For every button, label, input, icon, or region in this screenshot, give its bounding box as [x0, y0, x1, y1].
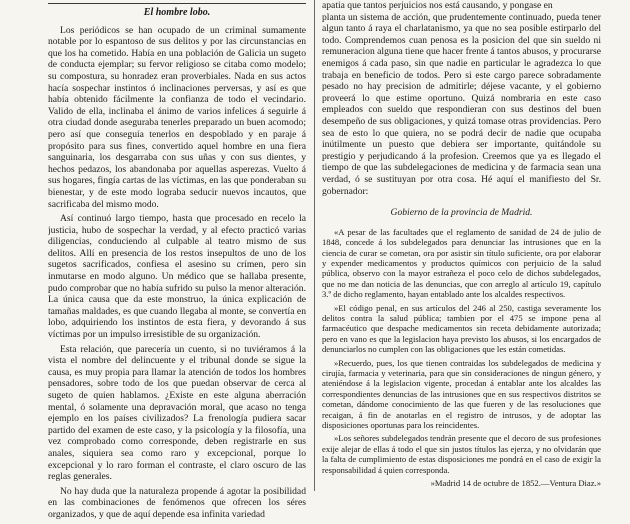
decree-paragraph: »Los señores subdelegados tendrán presente que el decoro de sus profesiones exije alejar de ellas á todo el que sin justos títulos las ejerza, y no olvidarán que la falta de cumplimiento de estas disposiciones me pondrá en el caso de exigir la responsabilidad á quien corresponda. — [322, 433, 601, 475]
left-column — [48, 0, 306, 524]
article-title: El hombre lobo. — [143, 7, 211, 18]
article-paragraph: Los periódicos se han ocupado de un criminal sumamente notable por lo espantoso de sus delitos y por las circunstancias en que los ha cometido. Había en una población de Galicia un sugeto de conducta ejemplar; su fervor religioso se citaba como modelo; su compostura, su honradez eran proverbiales. Nada en sus actos hacía sospechar instintos ó inclinaciones perversas, y así es que había obtenido fácilmente la confianza de todo el vecindario. Valido de ella, inclinaba el ánimo de varios infelices á seguirle á otra ciudad donde aseguraba tenerles preparado un buen acomodo; pero así que conseguía tenerlos en despoblado y en paraje á propósito para sus fines, convertido aquel hombre en una fiera sanguinaria, los desgarraba con sus uñas y con sus dientes, y hechos pedazos, los abandonaba por aquellas asperezas. Vuelto á sus hogares, fingía cartas de las víctimas, en las que ponderaban su bienestar, y de este modo lograba seducir nuevos incautos, que sacrificaba del mismo modo. — [48, 24, 306, 210]
article-paragraph: Así continuó largo tiempo, hasta que procesado en recelo la justicia, hubo de sospechar la verdad, y al efecto practicó varias diligencias, conduciendo al culpable al teatro mismo de sus delitos. Allí en presencia de los restos insepultos de uno de los sugetos sacrificados, confiesa el asesino su crímen, pero sin inmutarse en modo alguno. Un médico que se hallaba presente, pudo comprobar que no había sufrido su pulso la menor alteración. La única causa que da este monstruo, la única explicación de tamañas maldades, es que cuando llegaba al monte, se convertía en lobo, adquiriendo los instintos de esta fiera, y devorando á sus víctimas por un impulso irresistible de su organización. — [48, 213, 306, 341]
article-paragraph: No hay duda que la naturaleza propende á agotar la posibilidad en las combinaciones de fenómenos que ofrecen los séres organizados, y que de aquí depende esa infinita variedad — [48, 485, 306, 520]
decree-body — [322, 227, 601, 489]
article-paragraph: planta un sistema de acción, que prudentemente continuado, pueda tener algun tanto á raya el charlatanismo, ya que no sea posible estirparlo del todo. Comprendemos cuan penosa es la posicion del que sin sueldo ni remuneracion alguna tiene que hacer frente á tantos abusos, y procurarse enemigos á cada paso, sin que nadie en particular le agradezca lo que trabaja en beneficio de todos. Pero si este cargo parece sobradamente pesado no hay precision de admitirle; déjese vacante, y el gobierno proveerá lo que estime oportuno. Quizá nombraria en este caso empleados con sueldo que respondieran con sus destinos del buen desempeño de sus obligaciones, y quizá tomase otras providencias. Pero sea de esto lo que quiera, no se podrá decir de nadie que ocupaba inútilmente un puesto que debiera ser importante, quitándole su prestigio y perjudicando á la profesion. Creemos que ya es llegado el tiempo de que las subdelegaciones de medicina y de farmacia sean una verdad, ó se sustituyan por otra cosa. Hé aquí el manifiesto del Sr. gobernador: — [322, 11, 601, 197]
right-column — [322, 0, 601, 491]
decree-paragraph: «A pesar de las facultades que el reglamento de sanidad de 24 de julio de 1848, concede á los subdelegados para denunciar las intrusiones que en la ciencia de curar se cometan, ora por asistir sin título suficiente, ora por elaborar y expender medicamentos y productos químicos con perjuicio de la salud pública, observo con la mayor estrañeza el poco celo de dichos subdelegados, que no me dan noticia de las denuncias, que con arreglo al artículo 19, capítulo 3.º de dicho reglamento, hayan entablado ante los alcaldes respectivos. — [322, 226, 601, 300]
article-paragraph: Esta relación, que parecería un cuento, si no tuviéramos á la vista el nombre del delincuente y el tribunal donde se sigue la causa, es muy propia para llamar la atención de todos los hombres pensadores, sobre todo de los que puedan observar de cerca al sugeto de quien hablamos. ¿Existe en este alguna aberración mental, ó solamente una depravación moral, que acaso no tenga ejemplo en los países civilizados? La frenología pudiera sacar partido del examen de este caso, y la psicología y la filosofía, una vez comprobado como corresponde, deben registrarle en sus anales, siquiera sea como raro y excepcional, porque lo excepcional y lo raro forman el contraste, el claro oscuro de las reglas generales. — [48, 343, 306, 483]
decree-heading: Gobierno de la provincia de Madrid. — [390, 207, 533, 219]
decree-paragraph: »El código penal, en sus artículos del 246 al 250, castiga severamente los delitos contra la salud pública; tambien por el 475 se impone pena al farmacéutico que despache medicamentos sin receta debidamente autorizada; pero en vano es que la legislacion haya previsto los abusos, si los encargados de denunciarlos no cumplen con las obligaciones que les están cometidas. — [322, 302, 601, 355]
decree-signature: »Madrid 14 de octubre de 1852.—Ventura Diaz.» — [430, 478, 601, 489]
cut-off-line: apatia que tantos perjuicios nos está causando, y pongase en — [322, 0, 553, 11]
title-rule — [48, 3, 306, 4]
column-divider — [314, 0, 315, 491]
decree-paragraph: »Recuerdo, pues, los que tienen contraidas los subdelegados de medicina y cirujía, farmacia y veterinaria, para que sin consideraciones de ningun género, y ateniéndose á la legislacion vigente, procedan á entablar ante los alcaldes las correspondientes denuncias de las intrusiones que en sus respectivos distritos se cometan, dándome conocimiento de las que fueren y de las resoluciones que recaigan, á fin de anotarlas en el registro de intrusos, y de adoptar las disposiciones oportunas para los reincidentes. — [322, 357, 601, 430]
